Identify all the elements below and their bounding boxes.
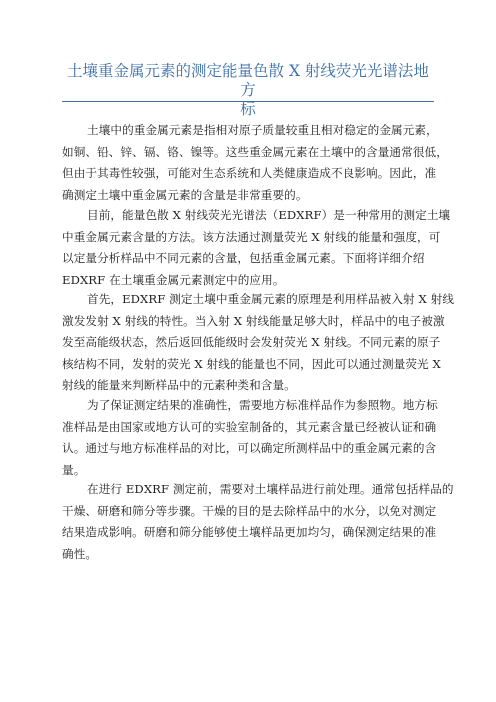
paragraph-line: 土壤中的重金属元素是指相对原子质量较重且相对稳定的金属元素， [87,123,438,137]
title-line: 土壤重金属元素的测定能量色散 X 射线荧光光谱法地方 [67,62,429,99]
paragraph-line: 中重金属元素含量的方法。该方法通过测量荧光 X 射线的能量和强度，可 [62,229,441,244]
paragraph-line: 如铜、铅、锌、镉、铬、镍等。这些重金属元素在土壤中的含量通常很低， [62,144,448,159]
paragraph-line: 干燥、研磨和筛分等步骤。干燥的目的是去除样品中的水分，以免对测定 [62,503,437,518]
paragraph-line: 发至高能级状态，然后返回低能级时会发射荧光 X 射线。不同元素的原子 [62,335,441,350]
title-line: 标 [240,100,256,118]
paragraph-line: 为了保证测定结果的准确性，需要地方标准样品作为参照物。地方标 [87,398,438,412]
paragraph-3 [62,289,455,397]
paragraph-line: 准样品是由国家或地方认可的实验室制备的，其元素含量已经被认证和确 [62,419,437,434]
paragraph-line: 量。 [62,462,86,477]
paragraph-line: 首先，EDXRF 测定土壤中重金属元素的原理是利用样品被入射 X 射线 [87,292,455,306]
paragraph-line: EDXRF 在土壤重金属元素测定中的应用。 [62,272,285,287]
paragraph-line: 结果造成影响。研磨和筛分能够使土壤样品更加均匀，确保测定结果的准 [62,525,437,540]
paragraph-5 [62,479,454,565]
paragraph-line: 认。通过与地方标准样品的对比，可以确定所测样品中的重金属元素的含 [62,441,437,456]
paragraph-line: 确测定土壤中重金属元素的含量是非常重要的。 [62,187,308,202]
paragraph-line: 核结构不同，发射的荧光 X 射线的能量也不同，因此可以通过测量荧光 X [62,356,441,371]
paragraph-line: 射线的能量来判断样品中的元素种类和含量。 [62,378,296,393]
paragraph-4 [62,395,442,481]
paragraph-line: 激发发射 X 射线的特性。当入射 X 射线能量足够大时，样品中的电子被激 [62,313,445,328]
paragraph-1 [62,120,448,206]
paragraph-line: 以定量分析样品中不同元素的含量，包括重金属元素。下面将详细介绍 [62,251,425,266]
paragraph-line: 目前，能量色散 X 射线荧光光谱法（EDXRF）是一种常用的测定土壤 [87,208,451,222]
document-title [60,62,436,119]
paragraph-2 [62,205,451,291]
title-divider [62,101,434,102]
paragraph-line: 确性。 [62,546,98,561]
paragraph-line: 在进行 EDXRF 测定前，需要对土壤样品进行前处理。通常包括样品的 [87,482,454,496]
paragraph-line: 但由于其毒性较强，可能对生态系统和人类健康造成不良影响。因此，准 [62,166,437,181]
